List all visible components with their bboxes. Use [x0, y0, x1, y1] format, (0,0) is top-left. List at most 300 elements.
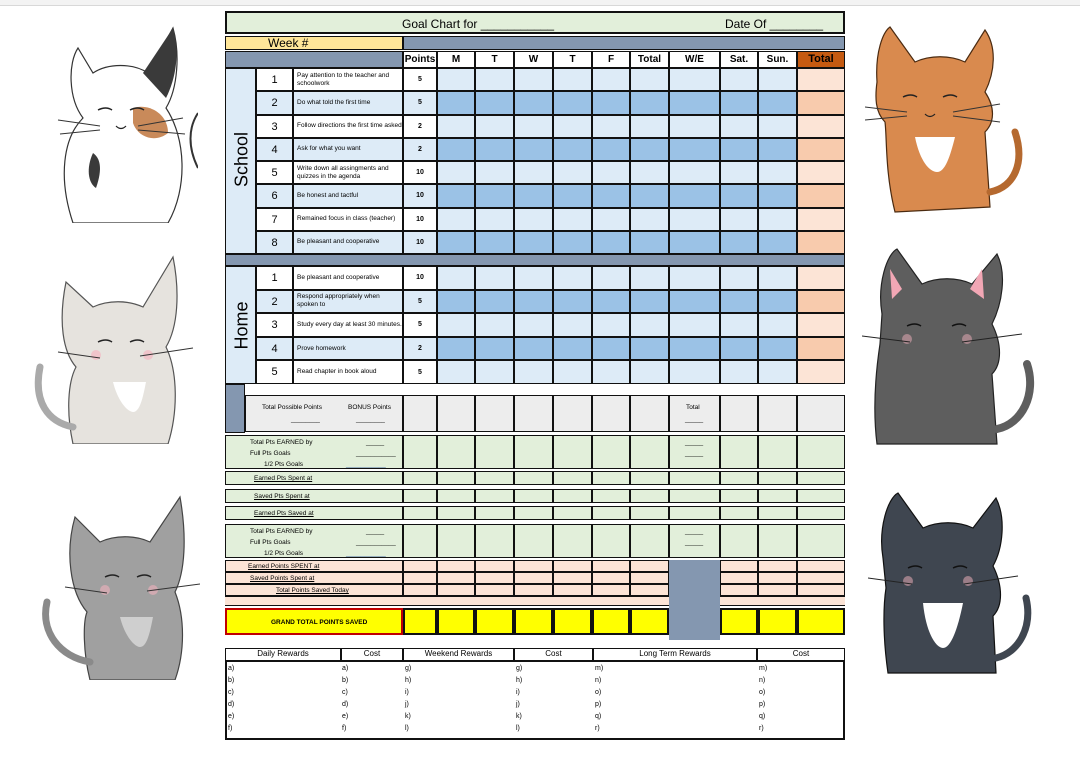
- school-score-cell[interactable]: [630, 115, 669, 138]
- spent-row-cell[interactable]: [758, 471, 797, 485]
- reward-line[interactable]: k): [516, 713, 522, 720]
- home-score-cell[interactable]: [553, 266, 592, 290]
- pink-row-cell[interactable]: [437, 584, 475, 596]
- school-goal-points: 5: [403, 68, 437, 91]
- home-score-cell[interactable]: [514, 360, 553, 384]
- spent-row-cell[interactable]: [553, 489, 592, 503]
- school-goal-text: Be pleasant and cooperative: [293, 231, 403, 254]
- school-score-cell[interactable]: [553, 138, 592, 161]
- earned-2-cell[interactable]: [475, 524, 514, 558]
- earned-2-cell[interactable]: [630, 524, 669, 558]
- spent-row-cell[interactable]: [797, 471, 845, 485]
- school-score-cell[interactable]: [592, 68, 630, 91]
- school-score-cell[interactable]: [720, 115, 758, 138]
- spent-row-cell[interactable]: [475, 471, 514, 485]
- possible-points-cell[interactable]: [437, 395, 475, 432]
- school-score-cell[interactable]: [514, 115, 553, 138]
- date-of-field[interactable]: Date Of ________: [725, 17, 824, 31]
- school-score-cell[interactable]: [797, 208, 845, 231]
- school-score-cell[interactable]: [630, 231, 669, 254]
- spent-row-cell[interactable]: [592, 471, 630, 485]
- reward-line[interactable]: h): [516, 677, 523, 684]
- reward-line[interactable]: m): [759, 665, 768, 672]
- earned-1-cell[interactable]: [630, 435, 669, 469]
- reward-line[interactable]: e): [342, 713, 349, 720]
- home-score-cell[interactable]: [475, 266, 514, 290]
- school-score-cell[interactable]: [630, 208, 669, 231]
- spent-row-cell[interactable]: [475, 489, 514, 503]
- total-possible-blank[interactable]: ________: [291, 416, 320, 423]
- school-score-cell[interactable]: [437, 91, 475, 114]
- reward-line[interactable]: c): [342, 689, 348, 696]
- school-score-cell[interactable]: [797, 161, 845, 184]
- week-number-field[interactable]: [225, 36, 403, 50]
- spent-row-cell[interactable]: [403, 489, 437, 503]
- pink-row-cell[interactable]: [553, 572, 592, 584]
- home-score-cell[interactable]: [475, 290, 514, 314]
- grand-total-cell[interactable]: [720, 608, 758, 635]
- earned-1-cell[interactable]: [553, 435, 592, 469]
- school-score-cell[interactable]: [553, 115, 592, 138]
- spent-row-cell[interactable]: [514, 471, 553, 485]
- earned-1-cell[interactable]: [797, 435, 845, 469]
- earned-2-cell[interactable]: [514, 524, 553, 558]
- grand-total-cell[interactable]: [630, 608, 669, 635]
- spent-row-cell[interactable]: [592, 489, 630, 503]
- grand-total-cell[interactable]: [437, 608, 475, 635]
- reward-line[interactable]: i): [516, 689, 520, 696]
- home-score-cell[interactable]: [437, 360, 475, 384]
- pink-row-cell[interactable]: [437, 560, 475, 572]
- school-score-cell[interactable]: [758, 115, 797, 138]
- home-score-cell[interactable]: [475, 337, 514, 361]
- spent-row-cell[interactable]: [630, 471, 669, 485]
- possible-points-cell[interactable]: [403, 395, 437, 432]
- reward-line[interactable]: n): [595, 677, 602, 684]
- reward-line[interactable]: r): [759, 725, 764, 732]
- reward-line[interactable]: c): [228, 689, 234, 696]
- spent-row-cell[interactable]: [592, 506, 630, 520]
- earned-2-cell[interactable]: [720, 524, 758, 558]
- pink-row-cell[interactable]: [630, 572, 669, 584]
- school-goal-points: 5: [403, 91, 437, 114]
- pink-row-cell[interactable]: [475, 560, 514, 572]
- earned-1-cell[interactable]: [514, 435, 553, 469]
- home-score-cell[interactable]: [669, 313, 720, 337]
- spent-row-cell[interactable]: [720, 506, 758, 520]
- pink-row-cell[interactable]: [720, 572, 758, 584]
- school-score-cell[interactable]: [720, 161, 758, 184]
- school-score-cell[interactable]: [630, 161, 669, 184]
- school-score-cell[interactable]: [437, 68, 475, 91]
- school-score-cell[interactable]: [475, 91, 514, 114]
- school-score-cell[interactable]: [669, 208, 720, 231]
- bonus-blank[interactable]: ________: [356, 416, 385, 423]
- reward-line[interactable]: l): [516, 725, 520, 732]
- spent-row-cell[interactable]: [553, 506, 592, 520]
- school-score-cell[interactable]: [514, 161, 553, 184]
- earned-2-cell[interactable]: [403, 524, 437, 558]
- possible-points-cell[interactable]: [758, 395, 797, 432]
- school-score-cell[interactable]: [669, 231, 720, 254]
- home-score-cell[interactable]: [514, 313, 553, 337]
- reward-line[interactable]: m): [595, 665, 604, 672]
- reward-line[interactable]: q): [595, 713, 602, 720]
- spent-row-cell[interactable]: [797, 489, 845, 503]
- pink-row-cell[interactable]: [403, 560, 437, 572]
- spent-row-cell[interactable]: [669, 506, 720, 520]
- pink-row-cell[interactable]: [797, 572, 845, 584]
- school-score-cell[interactable]: [758, 91, 797, 114]
- home-goal-text: Respond appropriately when spoken to: [293, 290, 403, 314]
- earned-1-cell-we-blank[interactable]: _____: [685, 450, 704, 457]
- home-score-cell[interactable]: [630, 337, 669, 361]
- school-score-cell[interactable]: [475, 115, 514, 138]
- reward-line[interactable]: p): [759, 701, 766, 708]
- reward-line[interactable]: d): [342, 701, 349, 708]
- reward-line[interactable]: d): [228, 701, 235, 708]
- grand-total-cell[interactable]: [475, 608, 514, 635]
- pink-row-cell[interactable]: [758, 584, 797, 596]
- reward-line[interactable]: i): [405, 689, 409, 696]
- school-score-cell[interactable]: [592, 115, 630, 138]
- school-score-cell[interactable]: [592, 184, 630, 207]
- home-score-cell[interactable]: [630, 313, 669, 337]
- spent-row-cell[interactable]: [437, 506, 475, 520]
- home-score-cell[interactable]: [592, 360, 630, 384]
- earned-1-cell[interactable]: [437, 435, 475, 469]
- full-blank-2[interactable]: ___________: [356, 539, 396, 546]
- home-score-cell[interactable]: [514, 266, 553, 290]
- full-blank[interactable]: ___________: [356, 450, 396, 457]
- spent-row-cell[interactable]: [630, 489, 669, 503]
- reward-line[interactable]: j): [516, 701, 520, 708]
- possible-points-cell[interactable]: [669, 395, 720, 432]
- school-score-cell[interactable]: [592, 231, 630, 254]
- reward-line[interactable]: e): [228, 713, 235, 720]
- earned-2-cell-we-blank[interactable]: _____: [685, 539, 704, 546]
- school-score-cell[interactable]: [514, 184, 553, 207]
- pink-row-cell[interactable]: [592, 560, 630, 572]
- school-score-cell[interactable]: [758, 138, 797, 161]
- reward-line[interactable]: g): [405, 665, 412, 672]
- reward-line[interactable]: f): [342, 725, 347, 732]
- school-score-cell[interactable]: [437, 115, 475, 138]
- home-score-cell[interactable]: [797, 360, 845, 384]
- reward-line[interactable]: a): [342, 665, 349, 672]
- school-score-cell[interactable]: [514, 208, 553, 231]
- school-score-cell[interactable]: [797, 91, 845, 114]
- half-blank-2[interactable]: ___________: [346, 550, 386, 557]
- pink-row-cell[interactable]: [514, 560, 553, 572]
- possible-points-cell[interactable]: [475, 395, 514, 432]
- school-score-cell[interactable]: [669, 91, 720, 114]
- school-score-cell[interactable]: [669, 68, 720, 91]
- earned-2-cell[interactable]: [797, 524, 845, 558]
- reward-line[interactable]: o): [595, 689, 602, 696]
- reward-line[interactable]: f): [228, 725, 233, 732]
- spent-row-cell[interactable]: [720, 471, 758, 485]
- reward-line[interactable]: q): [759, 713, 766, 720]
- school-score-cell[interactable]: [720, 231, 758, 254]
- grand-total-cell[interactable]: [797, 608, 845, 635]
- home-score-cell[interactable]: [592, 337, 630, 361]
- school-score-cell[interactable]: [758, 184, 797, 207]
- home-score-cell[interactable]: [592, 290, 630, 314]
- pink-row-cell[interactable]: [437, 572, 475, 584]
- school-score-cell[interactable]: [720, 184, 758, 207]
- reward-line[interactable]: b): [228, 677, 235, 684]
- home-score-cell[interactable]: [758, 360, 797, 384]
- school-score-cell[interactable]: [475, 208, 514, 231]
- pink-row-cell[interactable]: [720, 560, 758, 572]
- possible-points-cell[interactable]: [630, 395, 669, 432]
- pink-row-cell[interactable]: [553, 560, 592, 572]
- home-score-cell[interactable]: [553, 337, 592, 361]
- school-score-cell[interactable]: [797, 68, 845, 91]
- col-day-1: T: [475, 51, 514, 68]
- grand-total-cell[interactable]: [514, 608, 553, 635]
- possible-points-cell[interactable]: [514, 395, 553, 432]
- home-score-cell[interactable]: [720, 266, 758, 290]
- possible-points-cell[interactable]: [720, 395, 758, 432]
- home-score-cell[interactable]: [592, 266, 630, 290]
- home-score-cell[interactable]: [797, 266, 845, 290]
- home-score-cell[interactable]: [437, 266, 475, 290]
- home-score-cell[interactable]: [514, 337, 553, 361]
- school-score-cell[interactable]: [475, 161, 514, 184]
- earned-2-cell[interactable]: [437, 524, 475, 558]
- school-score-cell[interactable]: [720, 91, 758, 114]
- school-score-cell[interactable]: [669, 184, 720, 207]
- reward-line[interactable]: l): [405, 725, 409, 732]
- pink-row-cell[interactable]: [514, 584, 553, 596]
- spent-row-cell[interactable]: [797, 506, 845, 520]
- earned-2-cell[interactable]: [758, 524, 797, 558]
- school-score-cell[interactable]: [437, 208, 475, 231]
- pink-row-cell[interactable]: [797, 560, 845, 572]
- earned-2-cell[interactable]: [592, 524, 630, 558]
- earned-1-cell[interactable]: [720, 435, 758, 469]
- home-score-cell[interactable]: [437, 337, 475, 361]
- possible-total-blank[interactable]: _____: [685, 416, 704, 423]
- earned-1-cell[interactable]: [403, 435, 437, 469]
- pink-row-cell[interactable]: [475, 584, 514, 596]
- school-score-cell[interactable]: [797, 184, 845, 207]
- home-score-cell[interactable]: [553, 313, 592, 337]
- spent-row-label: [225, 489, 403, 503]
- school-score-cell[interactable]: [553, 231, 592, 254]
- reward-line[interactable]: o): [759, 689, 766, 696]
- school-score-cell[interactable]: [437, 161, 475, 184]
- school-score-cell[interactable]: [553, 68, 592, 91]
- grand-total-cell[interactable]: [403, 608, 437, 635]
- home-score-cell[interactable]: [720, 360, 758, 384]
- spent-row-cell[interactable]: [758, 489, 797, 503]
- school-score-cell[interactable]: [592, 91, 630, 114]
- school-score-cell[interactable]: [630, 68, 669, 91]
- earned-1-cell[interactable]: [592, 435, 630, 469]
- home-score-cell[interactable]: [758, 266, 797, 290]
- school-score-cell[interactable]: [669, 161, 720, 184]
- school-score-cell[interactable]: [630, 138, 669, 161]
- grand-total-cell[interactable]: [758, 608, 797, 635]
- home-score-cell[interactable]: [630, 266, 669, 290]
- school-score-cell[interactable]: [475, 138, 514, 161]
- home-score-cell[interactable]: [475, 313, 514, 337]
- pink-row-cell[interactable]: [758, 560, 797, 572]
- spent-row-cell[interactable]: [403, 471, 437, 485]
- home-score-cell[interactable]: [669, 360, 720, 384]
- school-score-cell[interactable]: [758, 68, 797, 91]
- spent-row-cell[interactable]: [403, 506, 437, 520]
- spent-row-cell[interactable]: [630, 506, 669, 520]
- home-goal-points: 5: [403, 360, 437, 384]
- pink-row-cell[interactable]: [403, 584, 437, 596]
- school-score-cell[interactable]: [669, 138, 720, 161]
- home-score-cell[interactable]: [797, 337, 845, 361]
- school-score-cell[interactable]: [720, 138, 758, 161]
- home-score-cell[interactable]: [720, 337, 758, 361]
- home-label: Home: [231, 301, 252, 350]
- home-score-cell[interactable]: [720, 313, 758, 337]
- home-score-cell[interactable]: [553, 360, 592, 384]
- grand-total-cell[interactable]: [553, 608, 592, 635]
- earned-1-cell[interactable]: [475, 435, 514, 469]
- home-score-cell[interactable]: [797, 290, 845, 314]
- school-score-cell[interactable]: [592, 138, 630, 161]
- possible-points-cell[interactable]: [797, 395, 845, 432]
- school-score-cell[interactable]: [669, 115, 720, 138]
- home-score-cell[interactable]: [514, 290, 553, 314]
- home-score-cell[interactable]: [758, 290, 797, 314]
- school-score-cell[interactable]: [758, 231, 797, 254]
- half-blank[interactable]: ___________: [346, 461, 386, 468]
- spent-row-cell[interactable]: [758, 506, 797, 520]
- school-score-cell[interactable]: [437, 184, 475, 207]
- home-score-cell[interactable]: [797, 313, 845, 337]
- school-score-cell[interactable]: [514, 68, 553, 91]
- spent-row-cell[interactable]: [553, 471, 592, 485]
- half-pts-label: 1/2 Pts Goals: [264, 461, 304, 468]
- school-score-cell[interactable]: [553, 184, 592, 207]
- home-score-cell[interactable]: [720, 290, 758, 314]
- school-score-cell[interactable]: [758, 208, 797, 231]
- pink-row-cell[interactable]: [630, 584, 669, 596]
- home-score-cell[interactable]: [592, 313, 630, 337]
- home-score-cell[interactable]: [630, 360, 669, 384]
- spent-row-cell[interactable]: [514, 489, 553, 503]
- school-score-cell[interactable]: [630, 91, 669, 114]
- spent-row-cell[interactable]: [514, 506, 553, 520]
- earned-1-cell[interactable]: [669, 435, 720, 469]
- school-score-cell[interactable]: [720, 208, 758, 231]
- earned-1-cell-we-blank[interactable]: _____: [685, 439, 704, 446]
- reward-line[interactable]: g): [516, 665, 523, 672]
- spent-row-cell[interactable]: [669, 489, 720, 503]
- spent-row-cell[interactable]: [669, 471, 720, 485]
- school-score-cell[interactable]: [797, 231, 845, 254]
- grand-total-cell[interactable]: [592, 608, 630, 635]
- school-score-cell[interactable]: [797, 115, 845, 138]
- col-day-2: W: [514, 51, 553, 68]
- pink-row-cell[interactable]: [758, 572, 797, 584]
- earned-1-cell[interactable]: [758, 435, 797, 469]
- pink-row-cell[interactable]: [475, 572, 514, 584]
- home-score-cell[interactable]: [669, 290, 720, 314]
- reward-line[interactable]: r): [595, 725, 600, 732]
- school-score-cell[interactable]: [514, 91, 553, 114]
- earned-2-cell-we-blank[interactable]: _____: [685, 528, 704, 535]
- pink-row-cell[interactable]: [797, 584, 845, 596]
- school-score-cell[interactable]: [437, 231, 475, 254]
- school-score-cell[interactable]: [630, 184, 669, 207]
- possible-points-cell[interactable]: [592, 395, 630, 432]
- spent-row-cell[interactable]: [437, 489, 475, 503]
- school-score-cell[interactable]: [514, 231, 553, 254]
- home-score-cell[interactable]: [437, 290, 475, 314]
- school-score-cell[interactable]: [553, 208, 592, 231]
- home-score-cell[interactable]: [669, 337, 720, 361]
- home-score-cell[interactable]: [437, 313, 475, 337]
- earned-blank[interactable]: _____: [366, 439, 385, 446]
- home-score-cell[interactable]: [553, 290, 592, 314]
- spent-row-cell[interactable]: [475, 506, 514, 520]
- section-divider: [225, 254, 845, 266]
- spent-row-cell[interactable]: [720, 489, 758, 503]
- pink-row-cell[interactable]: [592, 584, 630, 596]
- pink-row-cell[interactable]: [630, 560, 669, 572]
- school-score-cell[interactable]: [592, 161, 630, 184]
- pink-row-cell[interactable]: [553, 584, 592, 596]
- school-score-cell[interactable]: [553, 161, 592, 184]
- pink-row-cell[interactable]: [403, 572, 437, 584]
- reward-line[interactable]: n): [759, 677, 766, 684]
- school-score-cell[interactable]: [553, 91, 592, 114]
- reward-line[interactable]: h): [405, 677, 412, 684]
- goal-chart-title[interactable]: Goal Chart for ___________: [402, 17, 555, 31]
- home-score-cell[interactable]: [475, 360, 514, 384]
- home-score-cell[interactable]: [630, 290, 669, 314]
- school-score-cell[interactable]: [514, 138, 553, 161]
- pink-row-cell[interactable]: [720, 584, 758, 596]
- pink-row-cell[interactable]: [592, 572, 630, 584]
- reward-line[interactable]: p): [595, 701, 602, 708]
- spent-row-text: Earned Pts Saved at: [254, 510, 314, 517]
- spent-row-cell[interactable]: [437, 471, 475, 485]
- home-score-cell[interactable]: [758, 337, 797, 361]
- earned-2-cell[interactable]: [553, 524, 592, 558]
- possible-points-cell[interactable]: [553, 395, 592, 432]
- school-score-cell[interactable]: [720, 68, 758, 91]
- school-score-cell[interactable]: [437, 138, 475, 161]
- pink-row-cell[interactable]: [514, 572, 553, 584]
- school-score-cell[interactable]: [475, 68, 514, 91]
- school-score-cell[interactable]: [592, 208, 630, 231]
- earned-blank-2[interactable]: _____: [366, 528, 385, 535]
- earned-2-cell[interactable]: [669, 524, 720, 558]
- reward-line[interactable]: k): [405, 713, 411, 720]
- school-score-cell[interactable]: [758, 161, 797, 184]
- home-score-cell[interactable]: [669, 266, 720, 290]
- reward-line[interactable]: b): [342, 677, 349, 684]
- reward-line[interactable]: a): [228, 665, 235, 672]
- home-score-cell[interactable]: [758, 313, 797, 337]
- school-score-cell[interactable]: [797, 138, 845, 161]
- school-score-cell[interactable]: [475, 231, 514, 254]
- reward-line[interactable]: j): [405, 701, 409, 708]
- school-score-cell[interactable]: [475, 184, 514, 207]
